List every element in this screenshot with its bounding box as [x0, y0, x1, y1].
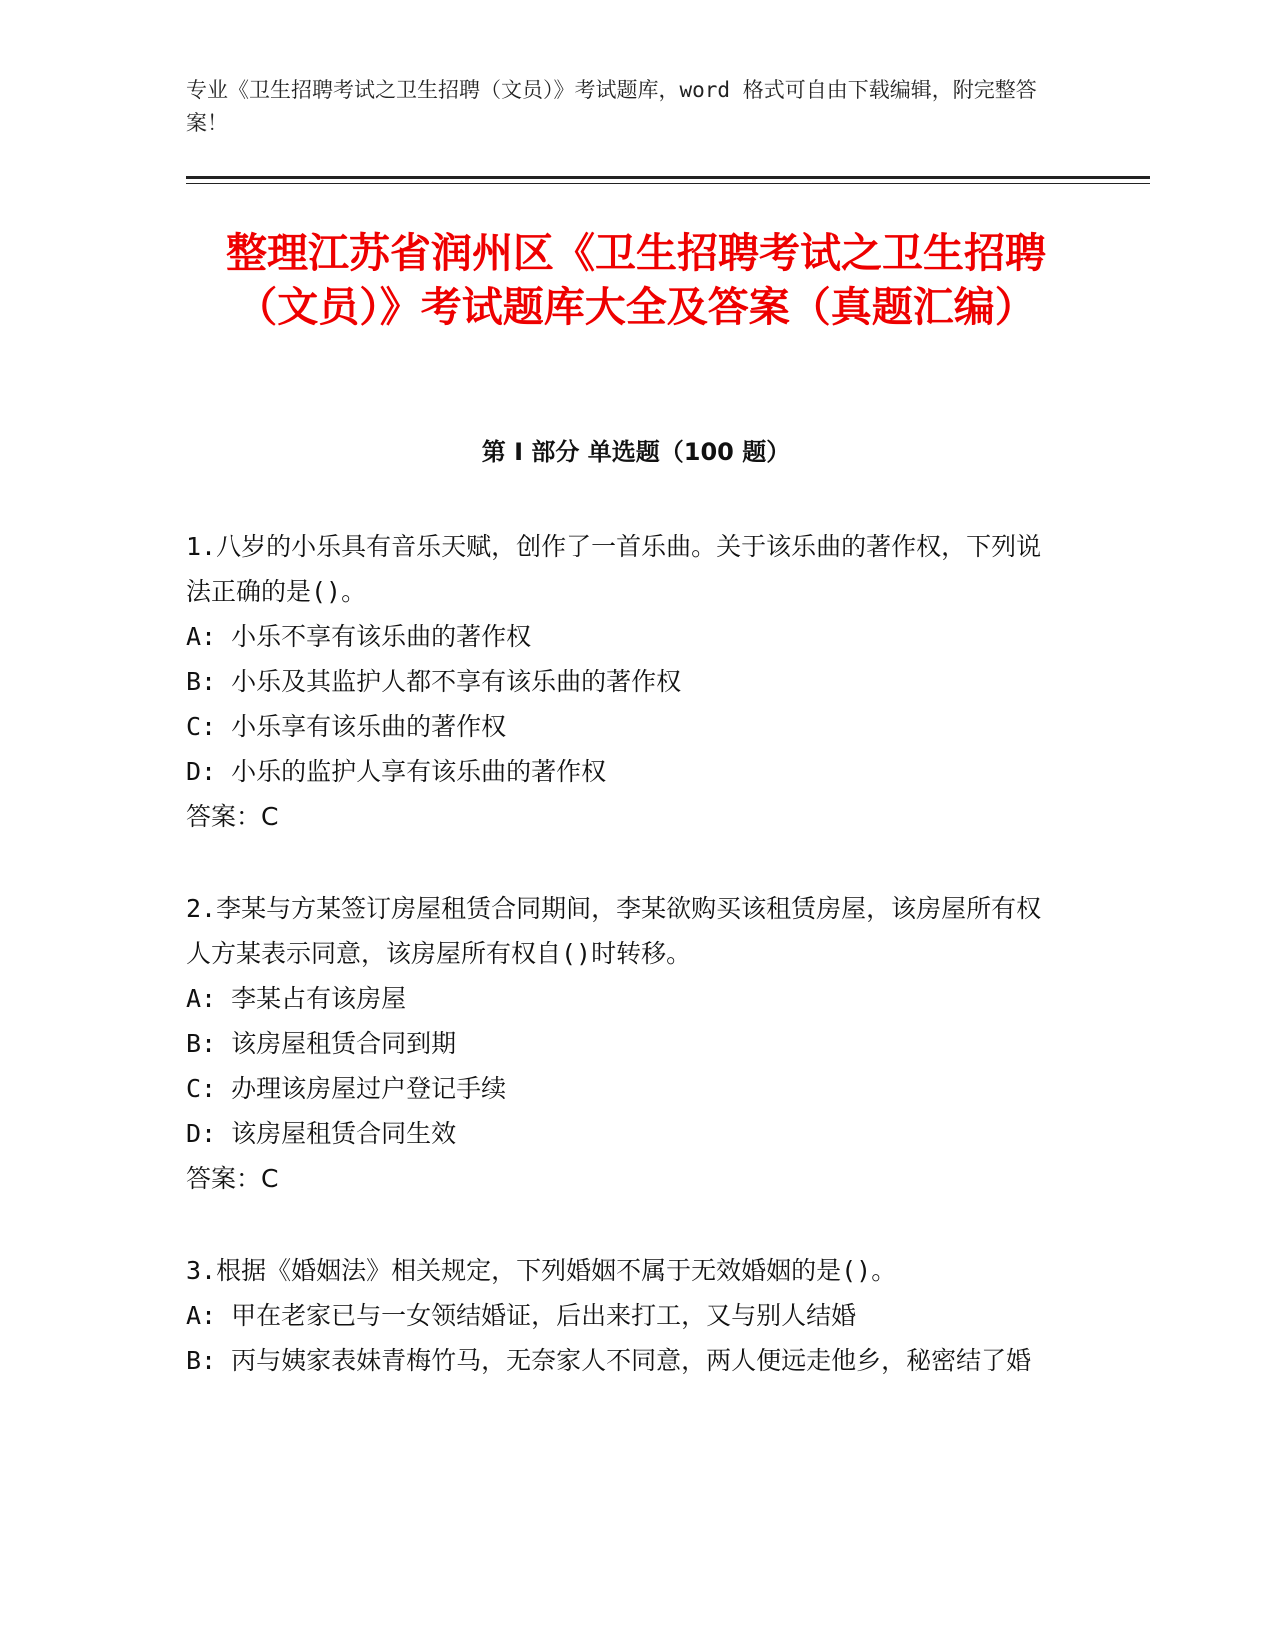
header-rule-thick — [186, 176, 1150, 179]
option-d: D: 该房屋租赁合同生效 — [186, 1119, 457, 1148]
option-b: B: 该房屋租赁合同到期 — [186, 1029, 457, 1058]
question-2 — [186, 886, 1066, 1201]
option-d: D: 小乐的监护人享有该乐曲的著作权 — [186, 757, 607, 786]
answer: 答案：C — [186, 802, 279, 831]
option-c: C: 小乐享有该乐曲的著作权 — [186, 712, 507, 741]
question-stem: 2.李某与方某签订房屋租赁合同期间，李某欲购买该租赁房屋，该房屋所有权人方某表示同意，该房屋所有权自()时转移。 — [186, 894, 1042, 968]
question-stem: 3.根据《婚姻法》相关规定，下列婚姻不属于无效婚姻的是()。 — [186, 1256, 897, 1285]
option-b: B: 丙与姨家表妹青梅竹马，无奈家人不同意，两人便远走他乡，秘密结了婚 — [186, 1346, 1032, 1375]
option-a: A: 小乐不享有该乐曲的著作权 — [186, 622, 532, 651]
question-stem: 1.八岁的小乐具有音乐天赋，创作了一首乐曲。关于该乐曲的著作权，下列说法正确的是()。 — [186, 532, 1042, 606]
answer: 答案：C — [186, 1164, 279, 1193]
header-note: 专业《卫生招聘考试之卫生招聘（文员）》考试题库，word 格式可自由下载编辑，附完整答案！ — [186, 78, 1037, 135]
option-a: A: 甲在老家已与一女领结婚证，后出来打工，又与别人结婚 — [186, 1301, 857, 1330]
section-heading: 第 I 部分 单选题（100 题） — [481, 438, 791, 466]
option-a: A: 李某占有该房屋 — [186, 984, 407, 1013]
question-1 — [186, 524, 1066, 839]
header-rule-thin — [186, 183, 1150, 184]
option-c: C: 办理该房屋过户登记手续 — [186, 1074, 507, 1103]
question-3 — [186, 1248, 1066, 1383]
option-b: B: 小乐及其监护人都不享有该乐曲的著作权 — [186, 667, 682, 696]
document-title: 整理江苏省润州区《卫生招聘考试之卫生招聘（文员）》考试题库大全及答案（真题汇编） — [226, 229, 1046, 331]
